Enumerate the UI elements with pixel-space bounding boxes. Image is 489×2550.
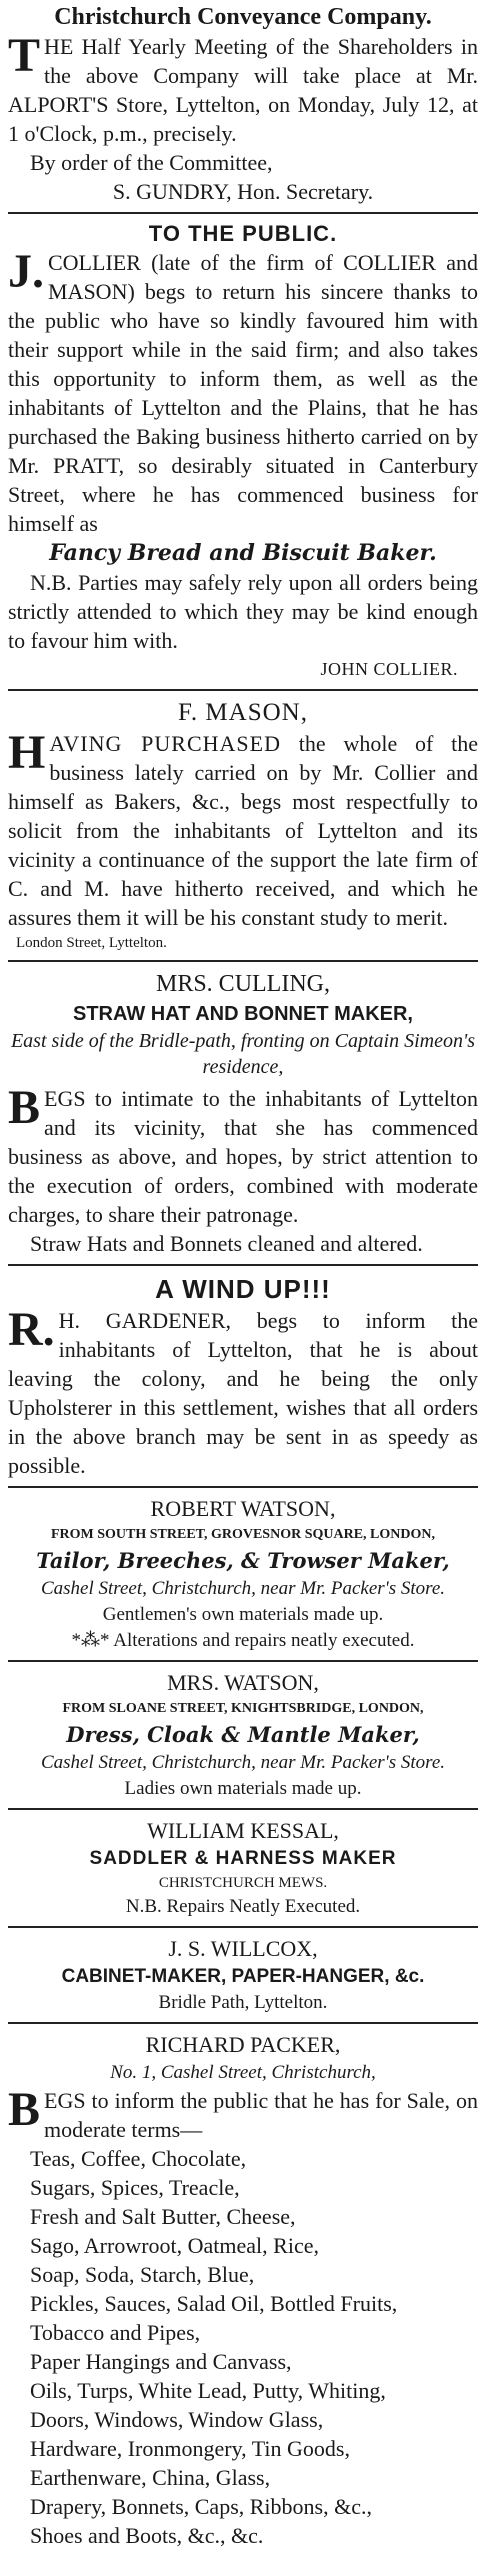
drop-cap: R.	[8, 1303, 55, 1356]
ad-note: Gentlemen's own materials made up.	[102, 1604, 384, 1625]
ad-note: Straw Hats and Bonnets cleaned and altered.	[30, 1231, 423, 1256]
drop-cap: B	[8, 1081, 41, 1134]
ad-richard-packer	[8, 2030, 478, 2550]
ad-note: Ladies own materials made up.	[124, 1778, 362, 1799]
ad-title: A WIND UP!!!	[155, 1274, 331, 1304]
ad-robert-watson	[8, 1494, 478, 1654]
ad-subtitle: SADDLER & HARNESS MAKER	[89, 1848, 397, 1869]
ad-body: HE Half Yearly Meeting of the Shareholders in the above Company will take place at Mr. ALPORT'S Store, Lyttelton, on Monday, July 12, at 1 o'Clock, p.m., precisely.	[8, 34, 478, 146]
list-item: Teas, Coffee, Chocolate,	[30, 2146, 247, 2171]
ad-body: the whole of the business lately carried on by Mr. Collier and himself as Bakers, &c., begs most respectfully to solicit from the inhabitants of Lyttelton and its vicinity a continuance of the support the late firm of C. and M. have hitherto received, and which he assures them it will be his constant study to merit.	[8, 731, 478, 930]
divider	[8, 1264, 478, 1266]
ad-william-kessal	[8, 1816, 478, 1920]
ad-title: Christchurch Conveyance Company.	[54, 4, 432, 30]
goods-list	[8, 2144, 478, 2550]
ad-subtitle: CABINET-MAKER, PAPER-HANGER, &c.	[61, 1966, 425, 1987]
drop-cap: H	[8, 726, 46, 779]
ad-location: Cashel Street, Christchurch, near Mr. Packer's Store.	[40, 1752, 446, 1773]
ad-note-2: Alterations and repairs neatly executed.	[113, 1630, 415, 1651]
ad-address: London Street, Lyttelton.	[16, 935, 167, 951]
ad-signature: JOHN COLLIER.	[320, 659, 458, 679]
ad-title: ROBERT WATSON,	[150, 1496, 336, 1521]
list-item: Sago, Arrowroot, Oatmeal, Rice,	[30, 2233, 319, 2258]
divider	[8, 1660, 478, 1662]
ad-wind-up	[8, 1272, 478, 1480]
ad-trade-line: Dress, Cloak & Mantle Maker,	[66, 1722, 420, 1747]
drop-cap: J.	[8, 245, 44, 298]
ad-j-s-willcox	[8, 1934, 478, 2016]
list-item: Paper Hangings and Canvass,	[30, 2349, 292, 2374]
ad-title: TO THE PUBLIC.	[148, 221, 338, 246]
ad-title: F. MASON,	[178, 699, 308, 726]
ad-title: MRS. CULLING,	[155, 971, 330, 997]
ad-body: EGS to inform the public that he has for Sale, on moderate terms—	[44, 2088, 478, 2142]
ad-note: N.B. Repairs Neatly Executed.	[125, 1896, 361, 1917]
divider	[8, 212, 478, 214]
ad-title: RICHARD PACKER,	[145, 2032, 341, 2057]
ad-title: MRS. WATSON,	[167, 1670, 319, 1695]
ad-from: FROM SOUTH STREET, GROVESNOR SQUARE, LONDON,	[50, 1527, 435, 1542]
list-item: Sugars, Spices, Treacle,	[30, 2175, 240, 2200]
ad-body: H. GARDENER, begs to inform the inhabitants of Lyttelton, that he is about leaving the colony, and he being the only Upholsterer in this settlement, wishes that all orders in the above branch may be sent in as speedy as possible.	[8, 1308, 478, 1478]
list-item: Oils, Turps, White Lead, Putty, Whiting,	[30, 2378, 386, 2403]
list-item: Doors, Windows, Window Glass,	[30, 2407, 324, 2432]
divider	[8, 960, 478, 962]
ad-mrs-culling	[8, 968, 478, 1258]
newspaper-column	[8, 0, 478, 2550]
ad-signature: S. GUNDRY, Hon. Secretary.	[112, 179, 374, 204]
ad-subtitle: STRAW HAT AND BONNET MAKER,	[73, 1003, 413, 1025]
list-item: Soap, Soda, Starch, Blue,	[30, 2262, 255, 2287]
ad-mrs-watson	[8, 1668, 478, 1802]
ad-nb: N.B. Parties may safely rely upon all orders being strictly attended to which they may be kind enough to favour him with.	[8, 570, 478, 653]
ad-trade-line: Fancy Bread and Biscuit Baker.	[49, 540, 437, 566]
list-item: Pickles, Sauces, Salad Oil, Bottled Fruits,	[30, 2291, 398, 2316]
ad-location: CHRISTCHURCH MEWS.	[158, 1875, 328, 1891]
divider	[8, 2022, 478, 2024]
ad-from: FROM SLOANE STREET, KNIGHTSBRIDGE, LONDON,	[62, 1701, 424, 1716]
list-item: Drapery, Bonnets, Caps, Ribbons, &c.,	[30, 2494, 372, 2519]
ad-order-line: By order of the Committee,	[30, 150, 273, 175]
divider	[8, 1808, 478, 1810]
list-item: Fresh and Salt Butter, Cheese,	[30, 2204, 296, 2229]
ad-location: Cashel Street, Christchurch, near Mr. Packer's Store.	[40, 1578, 446, 1599]
ad-conveyance-company	[8, 2, 478, 206]
ad-to-the-public	[8, 220, 478, 683]
ad-body: EGS to intimate to the inhabitants of Lyttelton and its vicinity, that she has commenced business as above, and hopes, by strict attention to the execution of orders, combined with moderate charges, to share their patronage.	[8, 1086, 478, 1227]
divider	[8, 1486, 478, 1488]
ad-body: COLLIER (late of the firm of COLLIER and MASON) begs to return his sincere thanks to the public who have so kindly favoured him with their support while in the said firm; and also takes this opportunity to inform them, as well as the inhabitants of Lyttelton and the Plains, that he has purchased the Baking business hitherto carried on by Mr. PRATT, so desirably situated in Canterbury Street, where he has commenced business for himself as	[8, 250, 478, 536]
asterism-icon: *⁂*	[71, 1630, 110, 1651]
ad-location: No. 1, Cashel Street, Christchurch,	[110, 2062, 376, 2083]
drop-cap: T	[8, 29, 41, 82]
list-item: Hardware, Ironmongery, Tin Goods,	[30, 2436, 350, 2461]
divider	[8, 689, 478, 691]
ad-location: Bridle Path, Lyttelton.	[158, 1992, 328, 2013]
divider	[8, 1926, 478, 1928]
ad-f-mason	[8, 697, 478, 954]
ad-title: WILLIAM KESSAL,	[147, 1818, 339, 1843]
list-item: Shoes and Boots, &c., &c.	[30, 2523, 264, 2548]
ad-lead: AVING PURCHASED	[49, 731, 281, 756]
list-item: Earthenware, China, Glass,	[30, 2465, 271, 2490]
ad-location: East side of the Bridle-path, fronting on Captain Simeon's residence,	[10, 1030, 476, 1078]
ad-title: J. S. WILLCOX,	[168, 1936, 318, 1961]
list-item: Tobacco and Pipes,	[30, 2320, 201, 2345]
drop-cap: B	[8, 2083, 41, 2136]
ad-trade-line: Tailor, Breeches, & Trowser Maker,	[36, 1548, 450, 1573]
